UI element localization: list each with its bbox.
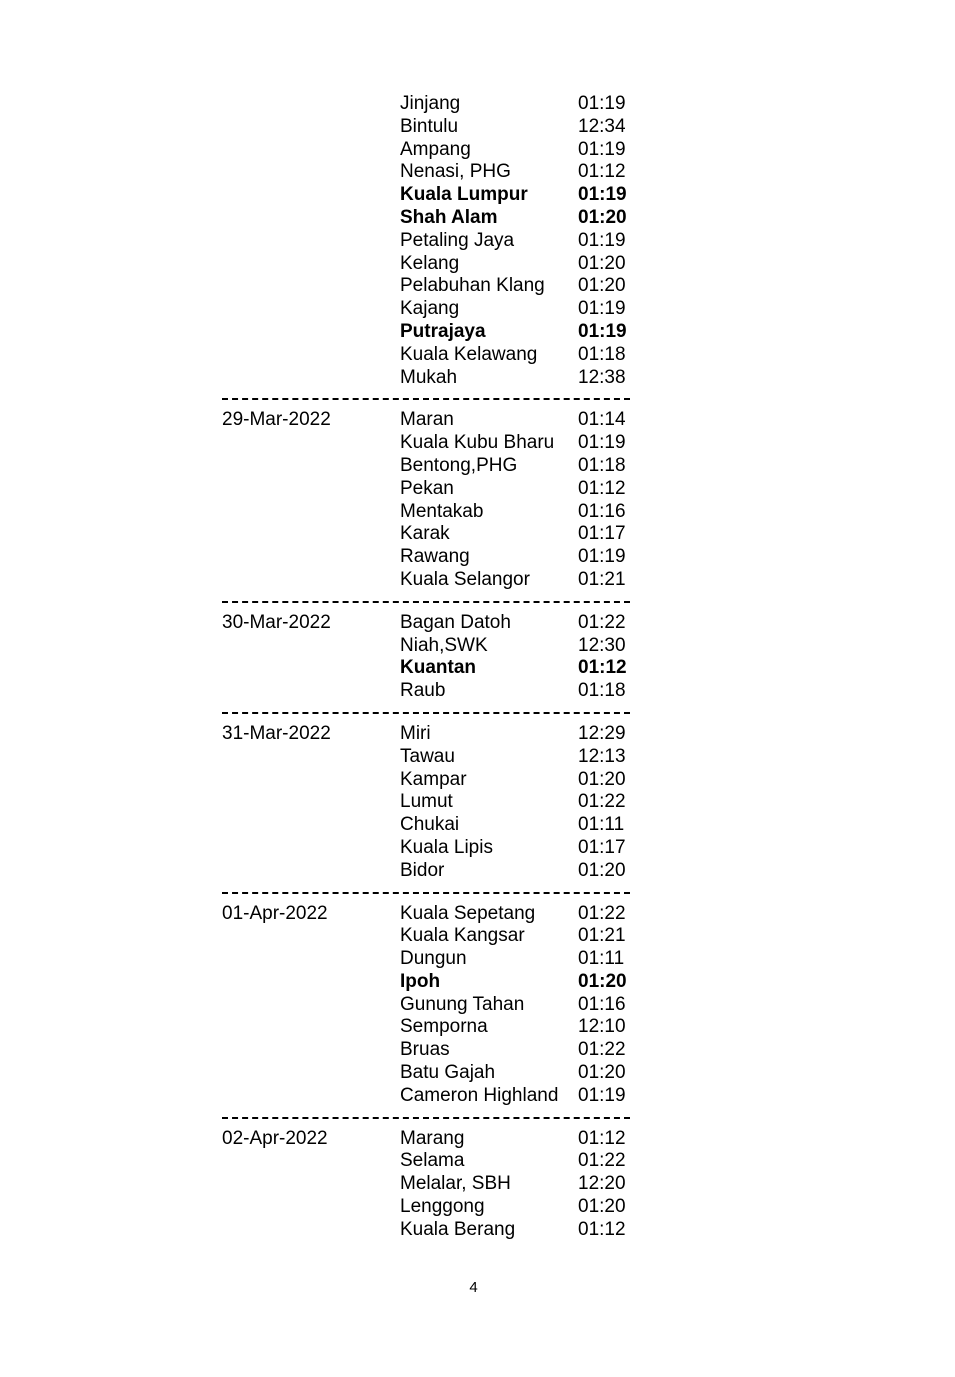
location-name: Nenasi, PHG — [400, 161, 511, 183]
location-time: 01:20 — [578, 1196, 626, 1218]
table-row — [222, 207, 632, 230]
location-name: Kuala Selangor — [400, 568, 530, 590]
location-name: Dungun — [400, 948, 467, 970]
dashed-separator — [222, 601, 630, 603]
location-name: Kuala Kubu Bharu — [400, 432, 555, 454]
location-time: 01:16 — [578, 500, 626, 522]
location-time: 01:19 — [578, 184, 627, 206]
location-name: Bintulu — [400, 115, 459, 137]
group-date: 31-Mar-2022 — [222, 722, 331, 744]
table-row — [222, 298, 632, 321]
dashed-separator — [222, 712, 630, 714]
table-row — [222, 1150, 632, 1173]
date-group — [222, 409, 632, 591]
table-row — [222, 478, 632, 501]
location-time: 01:20 — [578, 206, 627, 228]
table-row — [222, 903, 632, 926]
location-name: Rawang — [400, 546, 470, 568]
group-date: 29-Mar-2022 — [222, 409, 331, 431]
table-row — [222, 1173, 632, 1196]
location-time: 01:20 — [578, 1062, 626, 1084]
location-time: 01:18 — [578, 343, 626, 365]
location-name: Lenggong — [400, 1196, 485, 1218]
location-time: 01:12 — [578, 161, 626, 183]
table-row — [222, 1219, 632, 1242]
location-time: 12:10 — [578, 1016, 626, 1038]
location-name: Kelang — [400, 252, 460, 274]
table-row — [222, 432, 632, 455]
date-group — [222, 723, 632, 883]
table-row — [222, 994, 632, 1017]
location-time: 12:30 — [578, 634, 626, 656]
location-name: Maran — [400, 409, 454, 431]
table-row — [222, 253, 632, 276]
location-name: Miri — [400, 722, 431, 744]
location-name: Shah Alam — [400, 206, 498, 228]
date-group — [222, 903, 632, 1108]
location-name: Ampang — [400, 138, 471, 160]
table-row — [222, 1085, 632, 1108]
table-row — [222, 344, 632, 367]
location-name: Kuala Sepetang — [400, 902, 536, 924]
location-time: 01:21 — [578, 568, 626, 590]
table-row — [222, 367, 632, 390]
location-time: 12:20 — [578, 1173, 626, 1195]
table-row — [222, 769, 632, 792]
location-name: Kuala Kangsar — [400, 925, 525, 947]
location-time: 01:22 — [578, 902, 626, 924]
location-time: 01:19 — [578, 298, 626, 320]
location-name: Lumut — [400, 791, 453, 813]
table-row — [222, 184, 632, 207]
table-row — [222, 116, 632, 139]
group-date: 01-Apr-2022 — [222, 902, 328, 924]
page-number: 4 — [469, 1279, 478, 1296]
location-time: 01:20 — [578, 859, 626, 881]
location-time: 12:34 — [578, 115, 626, 137]
table-row — [222, 1128, 632, 1151]
location-time: 01:21 — [578, 925, 626, 947]
location-time: 01:22 — [578, 1150, 626, 1172]
table-row — [222, 546, 632, 569]
table-row — [222, 409, 632, 432]
location-name: Kuala Kelawang — [400, 343, 538, 365]
table-row — [222, 93, 632, 116]
location-time: 01:19 — [578, 138, 626, 160]
table-row — [222, 657, 632, 680]
location-time: 01:19 — [578, 320, 627, 342]
location-time: 01:12 — [578, 477, 626, 499]
table-row — [222, 723, 632, 746]
location-name: Selama — [400, 1150, 465, 1172]
location-time: 01:19 — [578, 1084, 626, 1106]
date-group — [222, 93, 632, 389]
location-name: Chukai — [400, 814, 460, 836]
table-row — [222, 680, 632, 703]
table-row — [222, 275, 632, 298]
location-name: Kuantan — [400, 657, 476, 679]
location-time: 01:19 — [578, 229, 626, 251]
location-time: 01:19 — [578, 546, 626, 568]
location-name: Karak — [400, 523, 450, 545]
location-name: Cameron Highland — [400, 1084, 559, 1106]
location-name: Batu Gajah — [400, 1062, 496, 1084]
table-row — [222, 501, 632, 524]
location-time: 01:22 — [578, 611, 626, 633]
group-date: 02-Apr-2022 — [222, 1127, 328, 1149]
table-row — [222, 791, 632, 814]
table-row — [222, 635, 632, 658]
location-name: Pelabuhan Klang — [400, 275, 545, 297]
location-time: 01:19 — [578, 93, 626, 114]
location-time: 01:22 — [578, 1039, 626, 1061]
location-name: Pekan — [400, 477, 454, 499]
location-name: Ipoh — [400, 970, 441, 992]
table-row — [222, 1016, 632, 1039]
table-row — [222, 161, 632, 184]
table-row — [222, 569, 632, 592]
location-name: Gunung Tahan — [400, 993, 525, 1015]
table-row — [222, 837, 632, 860]
location-name: Petaling Jaya — [400, 229, 515, 251]
location-name: Kampar — [400, 768, 467, 790]
location-time: 01:14 — [578, 409, 626, 431]
location-name: Kuala Lumpur — [400, 184, 528, 206]
location-time: 01:17 — [578, 836, 626, 858]
location-time: 01:11 — [578, 814, 625, 836]
location-name: Niah,SWK — [400, 634, 488, 656]
location-name: Bidor — [400, 859, 445, 881]
table-row — [222, 925, 632, 948]
location-time: 12:13 — [578, 745, 626, 767]
location-name: Mukah — [400, 366, 458, 388]
location-time: 01:17 — [578, 523, 626, 545]
location-name: Bruas — [400, 1039, 450, 1061]
location-name: Raub — [400, 680, 446, 702]
location-time: 01:11 — [578, 948, 625, 970]
table-row — [222, 1039, 632, 1062]
location-name: Tawau — [400, 745, 455, 767]
location-time: 01:18 — [578, 680, 626, 702]
location-time: 01:12 — [578, 1127, 626, 1149]
location-time: 01:20 — [578, 275, 626, 297]
dashed-separator — [222, 892, 630, 894]
location-name: Kajang — [400, 298, 460, 320]
table-row — [222, 321, 632, 344]
location-time: 12:29 — [578, 722, 626, 744]
date-group — [222, 1128, 632, 1242]
location-time: 01:20 — [578, 252, 626, 274]
location-name: Melalar, SBH — [400, 1173, 511, 1195]
table-row — [222, 814, 632, 837]
dashed-separator — [222, 1117, 630, 1119]
location-time: 01:19 — [578, 432, 626, 454]
table-row — [222, 139, 632, 162]
location-name: Mentakab — [400, 500, 484, 522]
location-name: Semporna — [400, 1016, 488, 1038]
location-time: 12:38 — [578, 366, 626, 388]
group-date: 30-Mar-2022 — [222, 611, 331, 633]
table-row — [222, 1196, 632, 1219]
table-row — [222, 948, 632, 971]
location-name: Kuala Lipis — [400, 836, 493, 858]
date-group — [222, 612, 632, 703]
table-row — [222, 1062, 632, 1085]
location-time: 01:12 — [578, 1218, 626, 1240]
location-time: 01:12 — [578, 657, 627, 679]
location-time: 01:16 — [578, 993, 626, 1015]
location-time: 01:20 — [578, 970, 627, 992]
table-row — [222, 455, 632, 478]
location-name: Kuala Berang — [400, 1218, 516, 1240]
location-time: 01:18 — [578, 454, 626, 476]
dashed-separator — [222, 398, 630, 400]
table-row — [222, 746, 632, 769]
schedule-table — [222, 93, 632, 1242]
table-row — [222, 971, 632, 994]
location-name: Jinjang — [400, 93, 461, 114]
location-time: 01:22 — [578, 791, 626, 813]
location-name: Bentong,PHG — [400, 454, 518, 476]
location-time: 01:20 — [578, 768, 626, 790]
location-name: Putrajaya — [400, 320, 486, 342]
table-row — [222, 523, 632, 546]
location-name: Bagan Datoh — [400, 611, 511, 633]
table-row — [222, 860, 632, 883]
table-row — [222, 612, 632, 635]
location-name: Marang — [400, 1127, 465, 1149]
table-row — [222, 230, 632, 253]
